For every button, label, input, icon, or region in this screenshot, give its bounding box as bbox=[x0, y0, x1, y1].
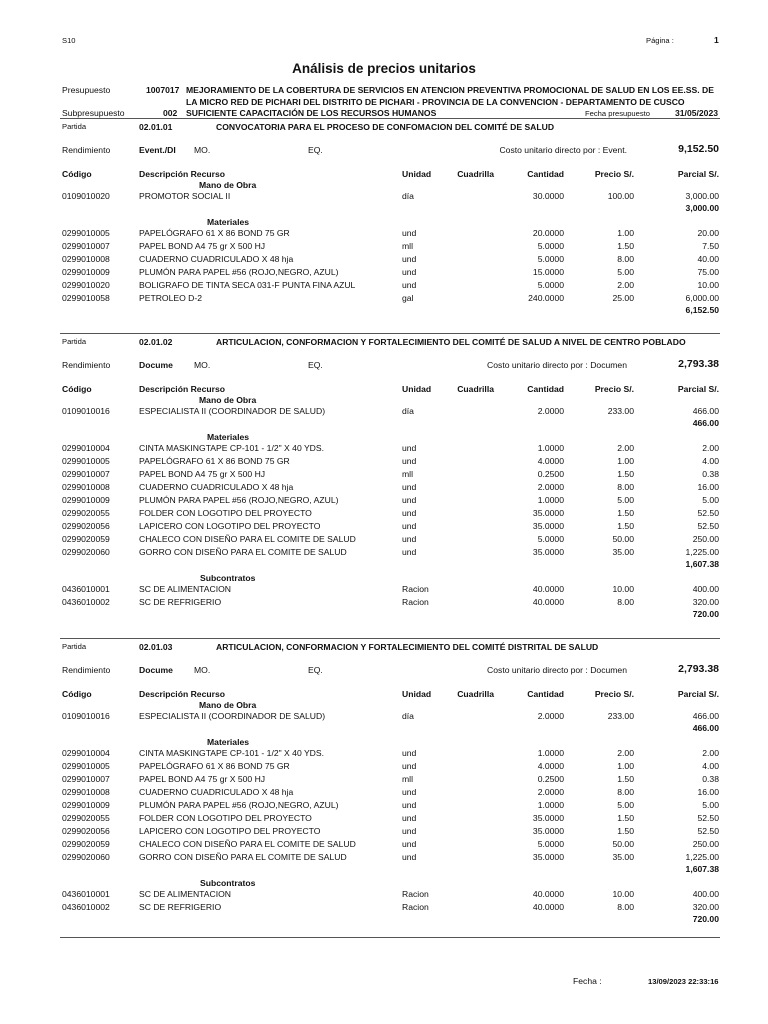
presupuesto-desc-line1: MEJORAMIENTO DE LA COBERTURA DE SERVICIOS EN ATENCION PREVENTIVA PROMOCIONAL DE SALUD EN LOS EE.SS. DE bbox=[186, 85, 714, 95]
rendimiento-unit: Docume bbox=[139, 665, 173, 675]
mo-label: MO. bbox=[194, 360, 211, 370]
row-parcial: 6,000.00 bbox=[685, 293, 719, 303]
subpresupuesto-label: Subpresupuesto bbox=[62, 108, 125, 118]
row-unidad: und bbox=[402, 456, 417, 466]
row-parcial: 5.00 bbox=[702, 800, 719, 810]
row-precio: 2.00 bbox=[617, 443, 634, 453]
row-descripcion: PAPELÓGRAFO 61 X 86 BOND 75 GR bbox=[139, 228, 290, 238]
row-descripcion: ESPECIALISTA II (COORDINADOR DE SALUD) bbox=[139, 406, 326, 416]
col-header-unidad: Unidad bbox=[402, 689, 432, 699]
row-cantidad: 35.0000 bbox=[532, 508, 564, 518]
row-unidad: día bbox=[402, 406, 414, 416]
subcontratos-label: Subcontratos bbox=[200, 573, 256, 583]
row-precio: 233.00 bbox=[607, 711, 634, 721]
row-parcial: 16.00 bbox=[697, 787, 719, 797]
partida-label: Partida bbox=[62, 337, 87, 346]
row-codigo: 0299020055 bbox=[62, 813, 110, 823]
row-parcial: 320.00 bbox=[692, 597, 719, 607]
row-precio: 100.00 bbox=[607, 191, 634, 201]
row-cantidad: 240.0000 bbox=[528, 293, 564, 303]
row-cantidad: 0.2500 bbox=[537, 774, 564, 784]
row-codigo: 0299010008 bbox=[62, 787, 110, 797]
row-unidad: gal bbox=[402, 293, 414, 303]
row-descripcion: CINTA MASKINGTAPE CP-101 - 1/2" X 40 YDS. bbox=[139, 443, 325, 453]
row-parcial: 52.50 bbox=[697, 508, 719, 518]
row-codigo: 0299020056 bbox=[62, 826, 110, 836]
col-header-codigo: Código bbox=[62, 384, 92, 394]
row-cantidad: 2.0000 bbox=[537, 482, 564, 492]
row-parcial: 3,000.00 bbox=[685, 191, 719, 201]
row-descripcion: BOLIGRAFO DE TINTA SECA 031-F PUNTA FINA AZUL bbox=[139, 280, 356, 290]
costo-unitario-label: Costo unitario directo por : Documen bbox=[487, 360, 627, 370]
row-cantidad: 35.0000 bbox=[532, 826, 564, 836]
row-precio: 1.50 bbox=[617, 826, 634, 836]
row-parcial: 40.00 bbox=[697, 254, 719, 264]
row-codigo: 0109010016 bbox=[62, 711, 110, 721]
footer-fecha-value: 13/09/2023 22:33:16 bbox=[648, 977, 719, 986]
row-parcial: 4.00 bbox=[702, 761, 719, 771]
row-codigo: 0299020055 bbox=[62, 508, 110, 518]
row-unidad: und bbox=[402, 254, 417, 264]
col-header-codigo: Código bbox=[62, 169, 92, 179]
row-precio: 8.00 bbox=[617, 254, 634, 264]
row-parcial: 16.00 bbox=[697, 482, 719, 492]
row-descripcion: PETROLEO D-2 bbox=[139, 293, 203, 303]
row-unidad: mll bbox=[402, 774, 413, 784]
row-cantidad: 2.0000 bbox=[537, 787, 564, 797]
presupuesto-label: Presupuesto bbox=[62, 85, 111, 95]
row-cantidad: 2.0000 bbox=[537, 406, 564, 416]
row-parcial: 52.50 bbox=[697, 521, 719, 531]
row-cantidad: 1.0000 bbox=[537, 800, 564, 810]
costo-unitario-label: Costo unitario directo por : Documen bbox=[487, 665, 627, 675]
row-precio: 1.50 bbox=[617, 469, 634, 479]
row-codigo: 0299010008 bbox=[62, 254, 110, 264]
row-parcial: 52.50 bbox=[697, 826, 719, 836]
row-unidad: und bbox=[402, 228, 417, 238]
row-codigo: 0299010007 bbox=[62, 774, 110, 784]
row-cantidad: 5.0000 bbox=[537, 280, 564, 290]
row-cantidad: 4.0000 bbox=[537, 761, 564, 771]
row-codigo: 0299010007 bbox=[62, 241, 110, 251]
row-precio: 1.50 bbox=[617, 521, 634, 531]
mano-de-obra-label: Mano de Obra bbox=[199, 700, 257, 710]
footer-fecha-label: Fecha : bbox=[573, 976, 602, 986]
subpresupuesto-code: 002 bbox=[163, 108, 178, 118]
row-precio: 1.50 bbox=[617, 813, 634, 823]
col-header-cantidad: Cantidad bbox=[527, 169, 564, 179]
row-unidad: und bbox=[402, 761, 417, 771]
row-codigo: 0299010008 bbox=[62, 482, 110, 492]
page-title: Análisis de precios unitarios bbox=[292, 61, 476, 76]
subcontratos-total: 720.00 bbox=[692, 914, 719, 924]
row-precio: 1.00 bbox=[617, 761, 634, 771]
row-parcial: 10.00 bbox=[697, 280, 719, 290]
row-codigo: 0299010009 bbox=[62, 800, 110, 810]
row-unidad: und bbox=[402, 852, 417, 862]
row-cantidad: 35.0000 bbox=[532, 813, 564, 823]
row-descripcion: LAPICERO CON LOGOTIPO DEL PROYECTO bbox=[139, 521, 321, 531]
costo-unitario-value: 9,152.50 bbox=[678, 143, 719, 155]
row-descripcion: LAPICERO CON LOGOTIPO DEL PROYECTO bbox=[139, 826, 321, 836]
row-unidad: und bbox=[402, 267, 417, 277]
row-cantidad: 20.0000 bbox=[532, 228, 564, 238]
partida-label: Partida bbox=[62, 642, 87, 651]
row-codigo: 0299020060 bbox=[62, 547, 110, 557]
row-unidad: und bbox=[402, 508, 417, 518]
row-codigo: 0299010005 bbox=[62, 228, 110, 238]
s10-label: S10 bbox=[62, 36, 76, 45]
row-cantidad: 5.0000 bbox=[537, 534, 564, 544]
col-header-parcial: Parcial S/. bbox=[677, 169, 719, 179]
col-header-cantidad: Cantidad bbox=[527, 689, 564, 699]
row-codigo: 0299020059 bbox=[62, 839, 110, 849]
row-cantidad: 5.0000 bbox=[537, 254, 564, 264]
partida-separator bbox=[60, 333, 720, 334]
col-header-descripcion: Descripción Recurso bbox=[139, 384, 225, 394]
row-precio: 35.00 bbox=[612, 547, 634, 557]
row-codigo: 0299010009 bbox=[62, 267, 110, 277]
row-descripcion: CUADERNO CUADRICULADO X 48 hja bbox=[139, 482, 294, 492]
row-parcial: 466.00 bbox=[692, 406, 719, 416]
page-number-label: Página : bbox=[646, 36, 674, 45]
row-codigo: 0109010016 bbox=[62, 406, 110, 416]
row-codigo: 0299010007 bbox=[62, 469, 110, 479]
row-unidad: Racion bbox=[402, 584, 429, 594]
row-parcial: 0.38 bbox=[702, 774, 719, 784]
row-parcial: 466.00 bbox=[692, 711, 719, 721]
row-cantidad: 15.0000 bbox=[532, 267, 564, 277]
partida-name: ARTICULACION, CONFORMACION Y FORTALECIMIENTO DEL COMITÉ DE SALUD A NIVEL DE CENTRO POBLADO bbox=[216, 337, 686, 347]
row-codigo: 0299010005 bbox=[62, 456, 110, 466]
materiales-label: Materiales bbox=[207, 432, 250, 442]
row-cantidad: 1.0000 bbox=[537, 443, 564, 453]
rendimiento-label: Rendimiento bbox=[62, 360, 111, 370]
row-unidad: Racion bbox=[402, 597, 429, 607]
col-header-precio: Precio S/. bbox=[594, 169, 634, 179]
row-descripcion: PROMOTOR SOCIAL II bbox=[139, 191, 231, 201]
row-precio: 25.00 bbox=[612, 293, 634, 303]
row-codigo: 0299010004 bbox=[62, 748, 110, 758]
row-parcial: 5.00 bbox=[702, 495, 719, 505]
row-codigo: 0436010001 bbox=[62, 889, 110, 899]
row-precio: 2.00 bbox=[617, 748, 634, 758]
eq-label: EQ. bbox=[308, 360, 323, 370]
col-header-descripcion: Descripción Recurso bbox=[139, 169, 225, 179]
row-unidad: und bbox=[402, 839, 417, 849]
partida-name: CONVOCATORIA PARA EL PROCESO DE CONFOMACION DEL COMITÉ DE SALUD bbox=[216, 122, 555, 132]
row-cantidad: 0.2500 bbox=[537, 469, 564, 479]
row-descripcion: PAPEL BOND A4 75 gr X 500 HJ bbox=[139, 774, 266, 784]
row-precio: 5.00 bbox=[617, 800, 634, 810]
row-precio: 1.50 bbox=[617, 241, 634, 251]
row-precio: 10.00 bbox=[612, 889, 634, 899]
row-descripcion: SC DE REFRIGERIO bbox=[139, 597, 222, 607]
row-cantidad: 35.0000 bbox=[532, 852, 564, 862]
row-codigo: 0299020059 bbox=[62, 534, 110, 544]
subpresupuesto-desc: SUFICIENTE CAPACITACIÓN DE LOS RECURSOS HUMANOS bbox=[186, 108, 437, 118]
col-header-unidad: Unidad bbox=[402, 169, 432, 179]
col-header-parcial: Parcial S/. bbox=[677, 689, 719, 699]
row-precio: 1.50 bbox=[617, 508, 634, 518]
costo-unitario-value: 2,793.38 bbox=[678, 358, 719, 370]
col-header-precio: Precio S/. bbox=[594, 689, 634, 699]
row-cantidad: 40.0000 bbox=[532, 597, 564, 607]
row-descripcion: FOLDER CON LOGOTIPO DEL PROYECTO bbox=[139, 813, 312, 823]
row-codigo: 0299010004 bbox=[62, 443, 110, 453]
col-header-unidad: Unidad bbox=[402, 384, 432, 394]
row-cantidad: 40.0000 bbox=[532, 889, 564, 899]
row-precio: 8.00 bbox=[617, 902, 634, 912]
row-cantidad: 30.0000 bbox=[532, 191, 564, 201]
row-precio: 8.00 bbox=[617, 597, 634, 607]
subcontratos-label: Subcontratos bbox=[200, 878, 256, 888]
row-unidad: und bbox=[402, 280, 417, 290]
row-parcial: 400.00 bbox=[692, 584, 719, 594]
row-descripcion: CINTA MASKINGTAPE CP-101 - 1/2" X 40 YDS. bbox=[139, 748, 325, 758]
row-descripcion: PAPELÓGRAFO 61 X 86 BOND 75 GR bbox=[139, 456, 290, 466]
row-parcial: 250.00 bbox=[692, 839, 719, 849]
materiales-total: 1,607.38 bbox=[685, 864, 719, 874]
rendimiento-label: Rendimiento bbox=[62, 665, 111, 675]
mano-de-obra-label: Mano de Obra bbox=[199, 395, 257, 405]
mo-label: MO. bbox=[194, 145, 211, 155]
col-header-cuadrilla: Cuadrilla bbox=[457, 384, 494, 394]
row-unidad: día bbox=[402, 191, 414, 201]
row-cantidad: 1.0000 bbox=[537, 748, 564, 758]
row-precio: 2.00 bbox=[617, 280, 634, 290]
row-cantidad: 40.0000 bbox=[532, 902, 564, 912]
row-codigo: 0299020056 bbox=[62, 521, 110, 531]
row-descripcion: PLUMÓN PARA PAPEL #56 (ROJO,NEGRO, AZUL) bbox=[139, 267, 339, 277]
row-precio: 35.00 bbox=[612, 852, 634, 862]
presupuesto-code: 1007017 bbox=[146, 85, 180, 95]
mano-de-obra-total: 3,000.00 bbox=[685, 203, 719, 213]
col-header-codigo: Código bbox=[62, 689, 92, 699]
row-unidad: und bbox=[402, 800, 417, 810]
row-parcial: 1,225.00 bbox=[685, 547, 719, 557]
row-parcial: 75.00 bbox=[697, 267, 719, 277]
row-parcial: 4.00 bbox=[702, 456, 719, 466]
row-cantidad: 1.0000 bbox=[537, 495, 564, 505]
row-unidad: und bbox=[402, 787, 417, 797]
row-descripcion: SC DE ALIMENTACION bbox=[139, 584, 232, 594]
row-parcial: 20.00 bbox=[697, 228, 719, 238]
row-descripcion: PAPELÓGRAFO 61 X 86 BOND 75 GR bbox=[139, 761, 290, 771]
row-unidad: und bbox=[402, 495, 417, 505]
partida-separator bbox=[60, 638, 720, 639]
row-precio: 233.00 bbox=[607, 406, 634, 416]
eq-label: EQ. bbox=[308, 145, 323, 155]
row-unidad: mll bbox=[402, 241, 413, 251]
row-parcial: 2.00 bbox=[702, 748, 719, 758]
costo-unitario-label: Costo unitario directo por : Event. bbox=[499, 145, 627, 155]
col-header-precio: Precio S/. bbox=[594, 384, 634, 394]
row-precio: 5.00 bbox=[617, 495, 634, 505]
mano-de-obra-total: 466.00 bbox=[692, 418, 719, 428]
row-descripcion: CUADERNO CUADRICULADO X 48 hja bbox=[139, 787, 294, 797]
row-descripcion: GORRO CON DISEÑO PARA EL COMITE DE SALUD bbox=[139, 852, 347, 862]
row-unidad: und bbox=[402, 521, 417, 531]
row-codigo: 0436010002 bbox=[62, 597, 110, 607]
row-parcial: 7.50 bbox=[702, 241, 719, 251]
row-unidad: und bbox=[402, 534, 417, 544]
fecha-presupuesto-value: 31/05/2023 bbox=[675, 108, 719, 118]
partida-name: ARTICULACION, CONFORMACION Y FORTALECIMIENTO DEL COMITÉ DISTRITAL DE SALUD bbox=[216, 642, 599, 652]
row-descripcion: PAPEL BOND A4 75 gr X 500 HJ bbox=[139, 469, 266, 479]
row-precio: 8.00 bbox=[617, 787, 634, 797]
row-descripcion: CHALECO CON DISEÑO PARA EL COMITE DE SALUD bbox=[139, 839, 356, 849]
mo-label: MO. bbox=[194, 665, 211, 675]
presupuesto-desc-line2: LA MICRO RED DE PICHARI DEL DISTRITO DE PICHARI - PROVINCIA DE LA CONVENCION - DEPARTAMENTO DE CUSCO bbox=[186, 97, 685, 107]
materiales-total: 6,152.50 bbox=[685, 305, 719, 315]
mano-de-obra-label: Mano de Obra bbox=[199, 180, 257, 190]
materiales-label: Materiales bbox=[207, 217, 250, 227]
row-cantidad: 35.0000 bbox=[532, 521, 564, 531]
fecha-presupuesto-label: Fecha presupuesto bbox=[585, 109, 651, 118]
col-header-cuadrilla: Cuadrilla bbox=[457, 169, 494, 179]
materiales-total: 1,607.38 bbox=[685, 559, 719, 569]
row-codigo: 0109010020 bbox=[62, 191, 110, 201]
row-parcial: 250.00 bbox=[692, 534, 719, 544]
row-precio: 10.00 bbox=[612, 584, 634, 594]
row-cantidad: 5.0000 bbox=[537, 839, 564, 849]
materiales-label: Materiales bbox=[207, 737, 250, 747]
row-descripcion: GORRO CON DISEÑO PARA EL COMITE DE SALUD bbox=[139, 547, 347, 557]
subcontratos-total: 720.00 bbox=[692, 609, 719, 619]
row-descripcion: SC DE REFRIGERIO bbox=[139, 902, 222, 912]
col-header-cantidad: Cantidad bbox=[527, 384, 564, 394]
row-parcial: 0.38 bbox=[702, 469, 719, 479]
row-codigo: 0436010001 bbox=[62, 584, 110, 594]
row-codigo: 0436010002 bbox=[62, 902, 110, 912]
row-unidad: día bbox=[402, 711, 414, 721]
partida-separator bbox=[60, 118, 720, 119]
row-parcial: 400.00 bbox=[692, 889, 719, 899]
costo-unitario-value: 2,793.38 bbox=[678, 663, 719, 675]
row-descripcion: CUADERNO CUADRICULADO X 48 hja bbox=[139, 254, 294, 264]
row-parcial: 320.00 bbox=[692, 902, 719, 912]
row-precio: 1.00 bbox=[617, 456, 634, 466]
row-unidad: und bbox=[402, 826, 417, 836]
row-precio: 50.00 bbox=[612, 534, 634, 544]
rendimiento-unit: Event./DI bbox=[139, 145, 176, 155]
partida-label: Partida bbox=[62, 122, 87, 131]
row-parcial: 1,225.00 bbox=[685, 852, 719, 862]
row-codigo: 0299020060 bbox=[62, 852, 110, 862]
row-unidad: und bbox=[402, 748, 417, 758]
bottom-separator bbox=[60, 937, 720, 938]
row-descripcion: PLUMÓN PARA PAPEL #56 (ROJO,NEGRO, AZUL) bbox=[139, 800, 339, 810]
row-cantidad: 40.0000 bbox=[532, 584, 564, 594]
row-precio: 5.00 bbox=[617, 267, 634, 277]
row-cantidad: 35.0000 bbox=[532, 547, 564, 557]
row-codigo: 0299010009 bbox=[62, 495, 110, 505]
row-codigo: 0299010020 bbox=[62, 280, 110, 290]
row-descripcion: CHALECO CON DISEÑO PARA EL COMITE DE SALUD bbox=[139, 534, 356, 544]
row-cantidad: 2.0000 bbox=[537, 711, 564, 721]
eq-label: EQ. bbox=[308, 665, 323, 675]
row-precio: 8.00 bbox=[617, 482, 634, 492]
row-unidad: und bbox=[402, 482, 417, 492]
row-unidad: Racion bbox=[402, 902, 429, 912]
col-header-descripcion: Descripción Recurso bbox=[139, 689, 225, 699]
row-parcial: 52.50 bbox=[697, 813, 719, 823]
row-descripcion: SC DE ALIMENTACION bbox=[139, 889, 232, 899]
row-parcial: 2.00 bbox=[702, 443, 719, 453]
row-unidad: Racion bbox=[402, 889, 429, 899]
row-descripcion: ESPECIALISTA II (COORDINADOR DE SALUD) bbox=[139, 711, 326, 721]
rendimiento-label: Rendimiento bbox=[62, 145, 111, 155]
rendimiento-unit: Docume bbox=[139, 360, 173, 370]
row-cantidad: 4.0000 bbox=[537, 456, 564, 466]
row-precio: 1.00 bbox=[617, 228, 634, 238]
row-precio: 1.50 bbox=[617, 774, 634, 784]
row-unidad: und bbox=[402, 443, 417, 453]
row-cantidad: 5.0000 bbox=[537, 241, 564, 251]
row-descripcion: FOLDER CON LOGOTIPO DEL PROYECTO bbox=[139, 508, 312, 518]
col-header-parcial: Parcial S/. bbox=[677, 384, 719, 394]
row-unidad: mll bbox=[402, 469, 413, 479]
row-unidad: und bbox=[402, 813, 417, 823]
row-codigo: 0299010005 bbox=[62, 761, 110, 771]
row-codigo: 0299010058 bbox=[62, 293, 110, 303]
row-descripcion: PAPEL BOND A4 75 gr X 500 HJ bbox=[139, 241, 266, 251]
page-number: 1 bbox=[714, 35, 719, 45]
partida-code: 02.01.03 bbox=[139, 642, 173, 652]
row-precio: 50.00 bbox=[612, 839, 634, 849]
partida-code: 02.01.02 bbox=[139, 337, 173, 347]
row-descripcion: PLUMÓN PARA PAPEL #56 (ROJO,NEGRO, AZUL) bbox=[139, 495, 339, 505]
col-header-cuadrilla: Cuadrilla bbox=[457, 689, 494, 699]
partida-code: 02.01.01 bbox=[139, 122, 173, 132]
mano-de-obra-total: 466.00 bbox=[692, 723, 719, 733]
row-unidad: und bbox=[402, 547, 417, 557]
